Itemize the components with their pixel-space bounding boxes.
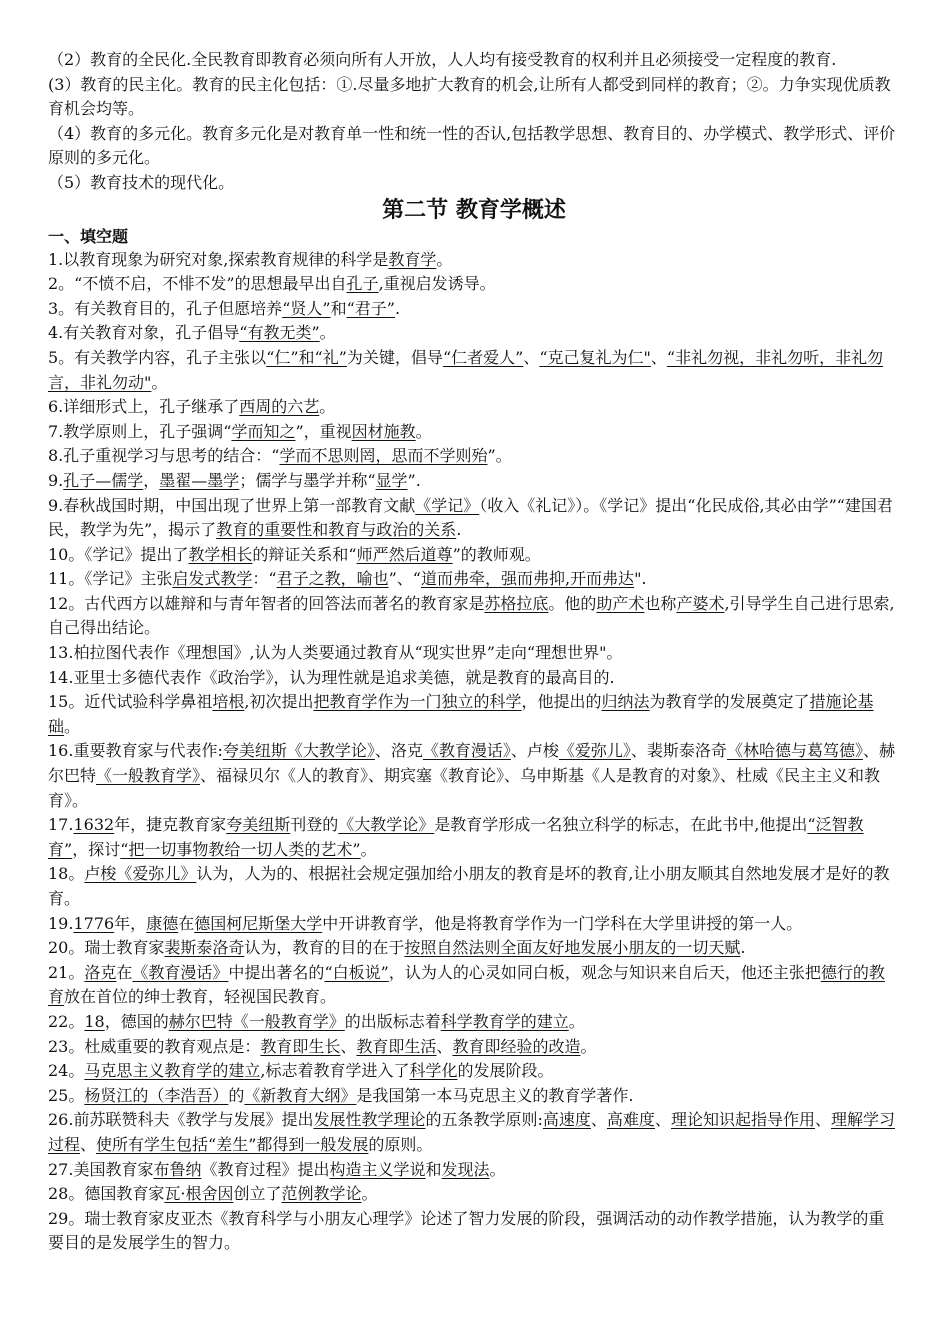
intro-paragraph — [48, 171, 900, 196]
text-run: ”。 — [487, 446, 512, 466]
answer-blank: 德国柯尼斯堡大学 — [194, 913, 323, 933]
answer-blank: 助产术 — [596, 593, 645, 613]
list-item — [48, 1010, 900, 1035]
list-item — [48, 862, 900, 911]
answer-blank: 学而不思则罔，思而不学则殆 — [279, 446, 488, 466]
answer-blank: 君子之教，喻也 — [276, 569, 389, 589]
text-run: 2。“不愤不启，不悱不发”的思想最早出自 — [48, 274, 347, 294]
text-run: 《教育过程》提出 — [201, 1159, 330, 1179]
answer-blank: “泛智教育” — [48, 815, 864, 859]
text-run: 、 — [814, 1110, 831, 1130]
answer-blank: 师严然后道尊 — [356, 544, 453, 564]
text-run: 为教育学的发展奠定了 — [649, 692, 810, 712]
text-run: 的辩证关系和“ — [252, 544, 357, 564]
answer-blank: 西周的六艺 — [239, 397, 320, 417]
text-run: 。 — [568, 1011, 585, 1031]
text-run: 、 — [80, 1134, 97, 1154]
text-run: 年，捷克教育家 — [114, 815, 227, 835]
text-run: 。 — [580, 1036, 597, 1056]
text-run: 。 — [361, 1184, 378, 1204]
answer-blank: 德行的教育 — [48, 962, 885, 1007]
answer-blank: 墨翟—墨学 — [159, 470, 240, 490]
answer-blank: 孔子—儒学 — [63, 470, 144, 490]
answer-blank: 《林哈德与葛笃德》 — [726, 741, 863, 761]
answer-blank: 康德 — [146, 913, 179, 933]
answer-blank: 学而知之 — [231, 421, 296, 441]
answer-blank: 布鲁纳 — [153, 1159, 202, 1179]
answer-blank: 科学化 — [409, 1061, 458, 1081]
text-run: 9.春秋战国时期，中国出现了世界上第一部教育文献 — [48, 495, 416, 515]
text-run: 26.前苏联赞科夫《教学与发展》提出 — [48, 1110, 314, 1130]
answer-blank: “仁”和“礼” — [266, 347, 347, 367]
text-run: 3。有关教育目的，孔子但愿培养 — [48, 298, 283, 318]
text-run: 、 — [523, 347, 540, 367]
text-run: 29。瑞士教育家皮亚杰《教育科学与小朋友心理学》论述了智力发展的阶段，强调活动的动作教学措施，认为教学的重要目的是发展学生的智力。 — [48, 1208, 885, 1253]
text-run: 中提出著名的 — [228, 962, 325, 982]
text-run: 10。《学记》提出了 — [48, 544, 189, 564]
text-run: 、 — [650, 347, 667, 367]
list-item — [48, 494, 900, 543]
text-run: 8.孔子重视学习与思考的结合：“ — [48, 446, 280, 466]
text-run: 、洛克 — [374, 741, 423, 761]
text-run: 是教育学形成一名独立科学的标志，在此书中,他提出 — [434, 815, 808, 835]
list-item — [48, 1158, 900, 1183]
text-run: 5。有关教学内容，孔子主张以 — [48, 347, 267, 367]
list-item — [48, 543, 900, 568]
answer-blank: 显学 — [375, 470, 408, 490]
text-run: 21。 — [48, 962, 85, 982]
text-run: 、 — [654, 1110, 671, 1130]
answer-blank: 马克思主义教育学的建立 — [84, 1061, 261, 1081]
answer-blank: 使所有学生包括“差生”都得到一般发展 — [96, 1134, 369, 1154]
answer-blank: 《新教育大纲》 — [244, 1085, 357, 1105]
text-run: . — [456, 520, 462, 540]
answer-blank: “把一切事物教给一切人类的艺术” — [120, 839, 361, 859]
list-item — [48, 641, 900, 666]
answer-blank: “贤人” — [282, 298, 331, 318]
answer-blank: 裴斯泰洛奇 — [164, 938, 245, 958]
text-run: 。 — [415, 421, 432, 441]
text-run: 为关键，倡导 — [346, 347, 443, 367]
answer-blank: 1632 — [73, 815, 115, 835]
answer-blank: 发现法 — [441, 1159, 490, 1179]
text-run: 。 — [64, 716, 81, 736]
list-item — [48, 739, 900, 813]
text-run: 13.柏拉图代表作《理想国》,认为人类要通过教育从“现实世界”走向“理想世界"。 — [48, 643, 623, 663]
answer-blank: 18 — [84, 1011, 105, 1031]
text-run: 在 — [178, 913, 195, 933]
answer-blank: 归纳法 — [601, 692, 650, 712]
text-run: 。他的 — [548, 593, 597, 613]
answer-blank: 《教育漫话》 — [422, 741, 511, 761]
list-item — [48, 1182, 900, 1207]
text-run: 17. — [48, 815, 74, 835]
text-run: 19. — [48, 913, 74, 933]
list-item — [48, 690, 900, 739]
answer-blank: 产婆术 — [676, 593, 725, 613]
text-run: 刊登的 — [290, 815, 339, 835]
answer-blank: 道而弗牵，强而弗抑,开而弗达 — [420, 569, 635, 589]
answer-blank: 教育即生长 — [260, 1036, 341, 1056]
text-run: ，探讨 — [72, 839, 121, 859]
text-run: 的出版标志着 — [344, 1011, 441, 1031]
text-run: ”的教师观。 — [452, 544, 541, 564]
text-run: ， — [143, 470, 160, 490]
answer-blank: 高速度 — [542, 1110, 591, 1130]
answer-blank: 构造主义学说 — [329, 1159, 426, 1179]
text-run: ”、“ — [388, 569, 421, 589]
text-run: 4.有关教育对象，孔子倡导 — [48, 323, 240, 343]
answer-blank: “有教无类” — [239, 323, 320, 343]
answer-blank: 《学记》 — [415, 495, 480, 515]
answer-blank: 教育即经验的改造 — [452, 1036, 581, 1056]
text-run: 、赫尔巴特 — [48, 741, 895, 786]
text-run: ,引导学生自己进行思索,自己得出结论。 — [48, 593, 895, 638]
text-run: 、裴斯泰洛奇 — [630, 741, 727, 761]
text-run: . — [394, 298, 401, 318]
answer-blank: 理论知识起指导作用 — [670, 1110, 815, 1130]
answer-blank: 孔子 — [346, 274, 379, 294]
text-run: 28。德国教育家 — [48, 1184, 165, 1204]
text-run: （收入《礼记》）。《学记》提出“化民成俗,其必由学”“建国君民，教学为先”，揭示了 — [48, 495, 893, 540]
answer-blank: 苏格拉底 — [484, 593, 549, 613]
answer-blank: 夸美纽斯 — [226, 815, 291, 835]
answer-blank: 措施论基础 — [48, 692, 874, 736]
answer-blank: 夸美纽斯《大教学论》 — [222, 741, 375, 761]
text-run: 认为，人为的、根据社会规定强加给小朋友的教育是坏的教育,让小朋友顺其自然地发展才是好的教育。 — [48, 864, 890, 908]
fill-in-blank-list — [48, 248, 900, 1256]
text-run: ,初次提出 — [244, 692, 314, 712]
text-run: 22。 — [48, 1011, 85, 1031]
answer-blank: 教育的重要性和教育与政治的关系 — [216, 520, 457, 540]
list-item — [48, 1084, 900, 1109]
list-item — [48, 346, 900, 395]
list-item — [48, 961, 900, 1010]
answer-blank: 把教育学作为一门独立的科学 — [313, 692, 522, 712]
answer-blank: 1776 — [73, 913, 115, 933]
intro-paragraphs — [48, 48, 900, 196]
text-run: ". — [634, 569, 647, 589]
text-run: 、福禄贝尔《人的教育》、期宾塞《教育论》、乌申斯基《人是教育的对象》、杜威《民主主义和教育》。 — [48, 766, 881, 810]
text-run: (3）教育的民主化。教育的民主化包括：①.尽量多地扩大教育的机会,让所有人都受到同样的教育；②。力争实现优质教育机会均等。 — [48, 74, 891, 119]
answer-blank: 科学教育学的建立 — [440, 1011, 569, 1031]
answer-blank: 《教育漫话》 — [132, 962, 229, 982]
answer-blank: 培根 — [212, 692, 245, 712]
text-run: ，认为人的心灵如同白板，观念与知识来自后天，他还主张把 — [388, 962, 821, 982]
list-item — [48, 272, 900, 297]
list-item — [48, 1035, 900, 1060]
text-run: 的发展阶段。 — [457, 1061, 554, 1081]
list-item — [48, 321, 900, 346]
answer-blank: “仁者爱人” — [442, 347, 524, 367]
text-run: ,重视启发诱导。 — [378, 274, 496, 294]
answer-blank: 按照自然法则全面友好地发展小朋友的一切天赋 — [404, 938, 741, 958]
text-run: 15。近代试验科学鼻祖 — [48, 692, 213, 712]
sub-heading: 一、填空题 — [48, 226, 129, 246]
text-run: 11。《学记》主张 — [48, 569, 173, 589]
list-item — [48, 936, 900, 961]
text-run: 的五条教学原则: — [425, 1110, 543, 1130]
answer-blank: “白板说” — [324, 962, 389, 982]
text-run: 24。 — [48, 1061, 85, 1081]
text-run: ：“ — [252, 569, 277, 589]
section-title: 第二节 教育学概述 — [382, 197, 566, 223]
answer-blank: 赫尔巴特《一般教育学》 — [168, 1011, 345, 1031]
list-item — [48, 592, 900, 641]
answer-blank: 《大教学论》 — [338, 815, 435, 835]
text-run: 。 — [436, 249, 453, 269]
intro-paragraph — [48, 73, 900, 122]
list-item — [48, 1207, 900, 1256]
text-run: （2）教育的全民化.全民教育即教育必须向所有人开放，人人均有接受教育的权利并且必须接受一定程度的教育. — [48, 50, 837, 69]
text-run: （5）教育技术的现代化。 — [48, 172, 235, 192]
answer-blank: 杨贤江的（李浩吾） — [84, 1085, 229, 1105]
list-item — [48, 1059, 900, 1084]
text-run: 。 — [489, 1159, 506, 1179]
list-item — [48, 395, 900, 420]
list-item — [48, 297, 900, 322]
text-run: 创立了 — [233, 1184, 282, 1204]
text-run: 也称 — [644, 593, 677, 613]
text-run: 。 — [360, 839, 377, 859]
intro-paragraph — [48, 48, 900, 73]
answer-blank: 《爱弥儿》 — [558, 741, 631, 761]
text-run: 。 — [151, 372, 168, 392]
list-item — [48, 666, 900, 691]
text-run: ；儒学与墨学并称“ — [239, 470, 376, 490]
text-run: ，德国的 — [104, 1011, 169, 1031]
text-run: （4）教育的多元化。教育多元化是对教育单一性和统一性的否认,包括教学思想、教育目的、办学模式、教学形式、评价原则的多元化。 — [48, 123, 896, 168]
text-run: 16.重要教育家与代表作: — [48, 741, 223, 761]
text-run: 。 — [319, 323, 336, 343]
intro-paragraph — [48, 122, 900, 171]
text-run: 、 — [340, 1036, 357, 1056]
list-item — [48, 813, 900, 862]
list-item — [48, 1108, 900, 1157]
text-run: ”，重视 — [295, 421, 352, 441]
list-item — [48, 567, 900, 592]
answer-blank: 《一般教育学》 — [96, 766, 201, 786]
answer-blank: 瓦·根舍因 — [164, 1184, 234, 1204]
text-run: ,标志着教育学进入了 — [260, 1061, 410, 1081]
text-run: 和 — [330, 298, 347, 318]
text-run: 和 — [425, 1159, 442, 1179]
text-run: 的 — [228, 1085, 245, 1105]
answer-blank: 洛克 — [84, 962, 117, 982]
list-item — [48, 420, 900, 445]
list-item — [48, 912, 900, 937]
answer-blank: 启发式教学 — [172, 569, 253, 589]
text-run: 中开讲教育学，他是将教育学作为一门学科在大学里讲授的第一人。 — [322, 913, 803, 933]
text-run: 的原则。 — [368, 1134, 433, 1154]
text-run: 在 — [116, 962, 133, 982]
text-run: 。 — [319, 397, 336, 417]
text-run: 23。杜威重要的教育观点是： — [48, 1036, 261, 1056]
list-item — [48, 248, 900, 273]
text-run: 12。古代西方以雄辩和与青年智者的回答法而著名的教育家是 — [48, 593, 485, 613]
answer-blank: 发展性教学理论 — [313, 1110, 426, 1130]
text-run: 认为，教育的目的在于 — [244, 938, 405, 958]
answer-blank: 教育即生活 — [356, 1036, 437, 1056]
text-run: 放在首位的绅士教育，轻视国民教育。 — [64, 987, 337, 1007]
text-run: 20。瑞士教育家 — [48, 938, 165, 958]
text-run: ，他提出的 — [521, 692, 602, 712]
text-run: 、 — [436, 1036, 453, 1056]
text-run: 27.美国教育家 — [48, 1159, 154, 1179]
answer-blank: 高难度 — [606, 1110, 655, 1130]
answer-blank: 因材施教 — [351, 421, 416, 441]
answer-blank: 教育学 — [388, 249, 437, 269]
text-run: ”. — [407, 470, 421, 490]
text-run: 25。 — [48, 1085, 85, 1105]
text-run: 18。 — [48, 864, 85, 884]
text-run: 6.详细形式上，孔子继承了 — [48, 397, 240, 417]
text-run: . — [740, 938, 746, 958]
text-run: 7.教学原则上，孔子强调“ — [48, 421, 232, 441]
text-run: 、 — [590, 1110, 607, 1130]
text-run: 9. — [48, 470, 64, 490]
text-run: 1.以教育现象为研究对象,探索教育规律的科学是 — [48, 249, 389, 269]
text-run: 、卢梭 — [510, 741, 559, 761]
answer-blank: 范例教学论 — [281, 1184, 362, 1204]
answer-blank: 理解学习过程 — [48, 1110, 895, 1154]
text-run: 是我国第一本马克思主义的教育学著作. — [356, 1085, 634, 1105]
list-item — [48, 469, 900, 494]
answer-blank: “非礼勿视，非礼勿听，非礼勿言，非礼勿动" — [48, 347, 884, 392]
text-run: 年， — [114, 913, 147, 933]
list-item — [48, 444, 900, 469]
answer-blank: “君子” — [346, 298, 395, 318]
text-run: 14.亚里士多德代表作《政治学》，认为理性就是追求美德，就是教育的最高目的. — [48, 667, 615, 687]
answer-blank: 卢梭《爱弥儿》 — [84, 864, 197, 884]
answer-blank: 教学相长 — [188, 544, 253, 564]
answer-blank: “克己复礼为仁" — [539, 347, 651, 367]
